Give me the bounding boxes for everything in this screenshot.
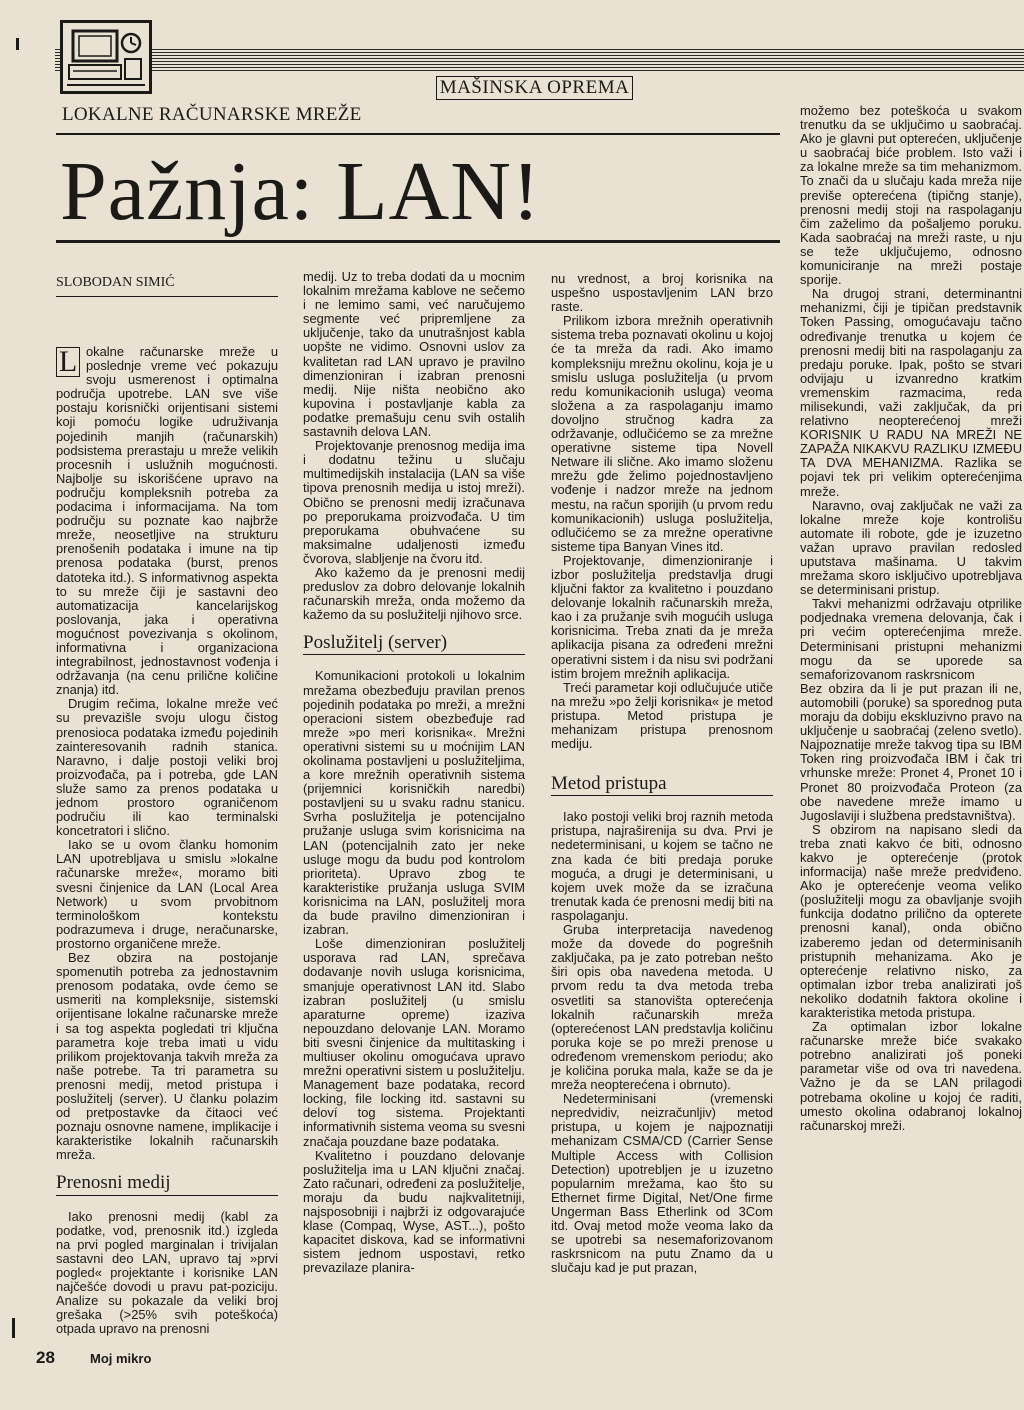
- paragraph: Komunikacioni protokoli u lokalnim mrežama obezbeđuju pravilan prenos pojedinih podataka po mreži, a mrežni operacioni sistem obezbeđuje rad mreže »po meri korisnika«. Mrežni operativni sistemi su u moćnijim LAN okolinama postavljeni u poslužiteljima, a kore mrežnih operativnih sistema (prijemnici korisničkih naredbi) postavljeni su u svaku radnu stanicu. Svrha poslužitelja je potencijalno pružanje usluga svim korisnicima na LAN (potencijalnih zato jer neke usluge mogu da budu pod kontrolom prioriteta). Upravo zbog te karakteristike pružanja usluga SVIM korisnicima na LAN, poslužitelj mora da bude pravilno dimenzioniran i izabran.: [303, 668, 525, 938]
- paragraph: Naravno, ovaj zaključak ne važi za lokalne mreže koje kontrolišu automate ili robote, gde je izuzetno važan upravo pravilan redosled uputstava mašinama. U takvim mrežama skoro isključivo upotrebljava se determinisani pristup.: [800, 497, 1022, 598]
- headline: Pažnja: LAN!: [60, 145, 541, 238]
- paragraph: Iako prenosni medij (kabl za podatke, vod, prenosnik itd.) izgleda na prvi pogled marginalan i trivijalan sastavni deo LAN, upravo taj »prvi pogled« projektante i korisnike LAN najčešće dovodi u pravu pat-poziciju. Analize su pokazale da veliki broj grešaka (>25% svih poteškoća) otpada upravo na prenosni: [56, 1208, 278, 1337]
- intro-paragraph: [56, 345, 278, 697]
- subhead-prenosni-medij: Prenosni medij: [56, 1176, 278, 1195]
- header-stripe-band: [55, 47, 1024, 71]
- paragraph: medij. Uz to treba dodati da u mocnim lokalnim mrežama kablove ne sečemo i ne lemimo sami, već naručujemo segmente već pripremljene za uključenje, tako da unutrašnjost kabla uopšte ne vidimo. Osnovni uslov za kvalitetan rad LAN upravo je pravilno dimenzioniran i izabran prenosni medij. Nije ništa neobično ako kupovina i postavljanje kabla za podatke premašuju cenu svih ostalih sastavnih delova LAN.: [303, 269, 525, 440]
- margin-mark-top: [16, 38, 19, 50]
- subhead-posluzitelj: Poslužitelj (server): [303, 636, 525, 655]
- computer-logo-icon: [60, 20, 152, 94]
- paragraph: Iako postoji veliki broj raznih metoda pristupa, najraširenija su dva. Prvi je nedeterminisani, u kojem se tačno ne zna kada će biti predaja poruke moguća, a drugi je determinisani, u kojem uvek može da se izračuna trenutak kada će prenosni medij biti na raspolaganju.: [551, 809, 773, 923]
- subhead-metod-pristupa: Metod pristupa: [551, 777, 773, 796]
- paragraph: Bez obzira na postojanje spomenutih potreba za jednostavnim prenosom podataka, ovde ćemo se usmeriti na kompleksnije, sistemski orijentisane lokalne računarske mreže i sa tog aspekta pogledati tri ključna parametra koje treba imati u vidu prilikom projektovanja takvih mreža za naše potrebe. Ta tri parametra su prenosni medij, metod pristupa i poslužitelj (server). U članku polazim od pretpostavke da čitaoci već poznaju osnovne namene, implikacije i karakteristike lokalnih računarskih mreža.: [56, 950, 278, 1163]
- paragraph: Nedeterminisani (vremenski nepredvidiv, neizračunljiv) metod pristupa, u kojem je najpoznatiji mehanizam CSMA/CD (Carrier Sense Multiple Access with Collision Detection) upotrebljen je u izuzetno popularnim mrežama, kao što su Ethernet firme Digital, Net/One firme Ungerman Bass Etherlink od 3Com itd. Ovaj metod može veoma lako da se upotrebi sa nesemaforizovanom raskrsnicom na putu Znamo da u slučaju kad je put prazan,: [551, 1091, 773, 1276]
- paragraph: Gruba interpretacija navedenog može da dovede do pogrešnih zaključaka, pa je zato potreban nešto širi opis oba navedena metoda. U prvom redu ta dva metoda treba osvetliti sa stanovišta opterećenja lokalnih računarskih mreža (opterećenost LAN predstavlja količinu poruka koje se po mreži prenose u određenom vremenskom periodu; ako je količina poruka mala, kaže se da je mreža neopterećena i obrnuto).: [551, 922, 773, 1093]
- column-1: [56, 345, 278, 1336]
- paragraph: Projektovanje prenosnog medija ima i dodatnu težinu u slučaju multimedijskih instalacija (LAN sa više tipova prenosnih medija u istoj mreži). Obično se prenosni medij izračunava po preporukama proizvođača. U tim preporukama obuhvaćene su maksimalne udaljenosti između čvorova, slabljenje na čvoru itd.: [303, 438, 525, 566]
- paragraph: Bez obzira da li je put prazan ili ne, automobili (poruke) sa sporednog puta moraju da dobiju ekskluzivno pravo na uključenje u saobraćaj (zeleno svetlo). Najpoznatije mreže takvog tipa su IBM Token ring proizvođača IBM i čak tri vrhunske mreže: Pronet 4, Pronet 10 i Pronet 80 proizvođača Proteon (za obe navedene mreže imamo u Jugoslaviji i službena predstavništva).: [800, 680, 1022, 823]
- paragraph: nu vrednost, a broj korisnika na uspešno uspostavljenim LAN brzo raste.: [551, 271, 773, 315]
- category-label: MAŠINSKA OPREMA: [436, 76, 633, 100]
- byline: SLOBODAN SIMIĆ: [56, 275, 175, 290]
- paragraph: Takvi mehanizmi održavaju otprilike podjednaka vremena delovanja, čak i pri većim opterećenjima mreže. Determinisani pristupni mehanizmi mogu da se uporede sa semaforizovanom raskrsnicom: [800, 596, 1022, 682]
- paragraph: Loše dimenzioniran poslužitelj usporava rad LAN, sprečava dodavanje novih usluga korisnicima, smanjuje operativnost LAN itd. Slabo izabran poslužitelj (u smislu aparaturne opreme) izaziva nepouzdano delovanje LAN. Moramo biti svesni činjenice da multitasking i multiuser okolinu omogućava upravo mrežni operativni sistem u poslužitelju. Management baze podataka, record locking, file locking itd. sastavni su deloví tog sistema. Projektanti informativnih sistema veoma su svesni značaja pouzdane baze podataka.: [303, 936, 525, 1149]
- paragraph: možemo bez poteškoća u svakom trenutku da se uključimo u saobraćaj. Ako je glavni put opterećen, uključenje u saobraćaj biće problem. Isto važi i za lokalne mreže sa tim mehanizmom. To znači da u slučaju kada mreža nije previše opterećena (tipičng stanje), prenosni medij stoji na raspolaganju čim zaželimo da pošaljemo poruku. Kada saobraćaj na mreži raste, u nju se teže uključujemo, odnosno komuniciranje na mreži postaje sporije.: [800, 103, 1022, 288]
- byline-rule: [56, 296, 278, 297]
- page-number: 28: [36, 1348, 55, 1367]
- paragraph: Ako kažemo da je prenosni medij preduslov za dobro delovanje lokalnih računarskih mreža, onda možemo da kažemo da su poslužitelji njihovo srce.: [303, 564, 525, 623]
- header-rule: [56, 133, 780, 135]
- paragraph: Iako se u ovom članku homonim LAN upotrebljava u smislu »lokalne računarske mreže«, moramo biti svesni činjenice da LAN (Local Area Network) u svom prvobitnom terminološkom kontekstu podrazumeva i druge, neračunarske, prostorno organičene mreže.: [56, 837, 278, 951]
- paragraph: Projektovanje, dimenzioniranje i izbor poslužitelja predstavlja drugi ključni faktor za kvalitetno i pouzdano delovanje lokalnih računarskih mreža, kao i za pružanje svih mogućih usluga korisnicima. Treba znati da je mreža aplikacija pisana za određeni mrežni operativni sistem i da nisu svi podržani istim brojem mrežnih aplikacija.: [551, 552, 773, 681]
- paragraph: Za optimalan izbor lokalne računarske mreže biće svakako potrebno analizirati još poneki parametar više od ova tri navedena. Važno je da se LAN prilagodi potrebama okoline u kojoj će raditi, umesto okolina odabranoj lokalnoj računarskoj mreži.: [800, 1019, 1022, 1133]
- margin-mark-bottom: [12, 1318, 15, 1338]
- column-3: [551, 272, 773, 1275]
- paragraph: Na drugoj strani, determinantni mehanizmi, čiji je tipičan predstavnik Token Passing, omogućavaju tačno određivanje trenutka u kojem će prenosni medij biti na raspolaganju za predaju poruke. Ipak, pošto se stvari odvijaju u izvanredno kratkim vremenskim razmacima, reda milisekundi, važi zaključak, da pri relativno neopterećenoj mreži KORISNIK U RADU NA MREŽI NE ZAPAŽA NIKAKVU RAZLIKU IZMEĐU TA DVA MEHANIZMA. Razlika se pojavi tek pri velikim opterećenjima mreže.: [800, 286, 1022, 499]
- drop-cap: L: [56, 347, 80, 377]
- paragraph: Drugim rečima, lokalne mreže već su prevazišle svoju ulogu čistog prenosioca podataka između pojedinih zainteresovanih radnih stanica. Naravno, i dalje postoji veliki broj proizvođača, pa i potreba, gde LAN služe samo za prenos podataka u jednom prostoro ograničenom područiu ili kao terminalski koncetratori i slično.: [56, 696, 278, 839]
- column-4: [800, 104, 1022, 1133]
- paragraph: S obzirom na napisano sledi da treba znati kakvo će biti, odnosno kakvo je opterećenje (protok informacija) naše mreže predviđeno. Ako je opterećenje veoma veliko (poslužitelji mogu za obavljanje svojih funkcija dodatno prilično da opterete prenosni kanal), onda obično izaberemo jedan od determinisanih pristupnih mehanizama. Ako je opterećenje relativno nisko, za optimalan izbor treba analizirati još nekoliko dodatnih faktora okoline i karakteristika metoda pristupa.: [800, 821, 1022, 1020]
- paragraph: Treći parametar koji odlučujuće utiče na mrežu »po želji korisnika« je metod pristupa. Metod pristupa je mehanizam pristupa prenosnom mediju.: [551, 679, 773, 752]
- section-label: LOKALNE RAČUNARSKE MREŽE: [62, 104, 362, 125]
- magazine-name: Moj mikro: [90, 1351, 152, 1366]
- paragraph: Kvalitetno i pouzdano delovanje poslužitelja ima u LAN ključni značaj. Zato računari, određeni za poslužitelje, moraju da budu najkvalitetniji, najsposobniji i najbrži iz odgovarajuće klase (Compaq, Wyse, AST...), pošto kapacitet diskova, kad se informativni sistem jednom uspostavi, retko prevazilaze planira-: [303, 1147, 525, 1276]
- column-2: [303, 270, 525, 1275]
- headline-rule: [56, 240, 780, 243]
- paragraph: Prilikom izbora mrežnih operativnih sistema treba poznavati okolinu u kojoj će ta mreža da radi. Ako imamo kompleksniju mrežnu okolinu, koja je u smislu usluga poslužitelja (u prvom redu komunikacionih usluga) veoma složena a za raspolaganju imamo dovoljno stručnog kadra za održavanje, odlučićemo se za mrežne operativne sisteme tipa Novell Netware ili slične. Ako imamo složenu mrežu gde želimo pojednostavljeno vođenje i nadzor mreže na jednom mestu, na račun sporijih (u prvom redu komunikacionih) usluga poslužitelja, odlučićemo se za mrežne operativne sisteme tipa Banyan Vines itd.: [551, 313, 773, 554]
- intro-text: okalne računarske mreže u poslednje vreme već pokazuju svoju usmerenost i optimalna područja upotrebe. LAN sve više postaju korisnički orijentisani sistemi koji pomoću logike udruživanja pojedinih manjih (računarskih) podsistema prerastaju u mreže velikih procesnih i uslužnih mogućnosti. Najbolje su iskorišćene upravo na području kompleksnih potreba za podacima i informacijama. Na tom području su poznate kao najbrže mreže, neosetljive na strukturu prenošenih podataka i imune na tip prenosa podataka (burst, prenos datoteka itd.). S informativnog aspekta to su mreže čiji je sastavni deo automatizacija kancelarijskog poslovanja, jaka i operativna mogućnost povezivanja s okolinom, informativna i organizaciona integrabilnost, jednostavnost vođenja i održavanja (na cenu prilične količine znanja) itd.: [56, 344, 278, 698]
